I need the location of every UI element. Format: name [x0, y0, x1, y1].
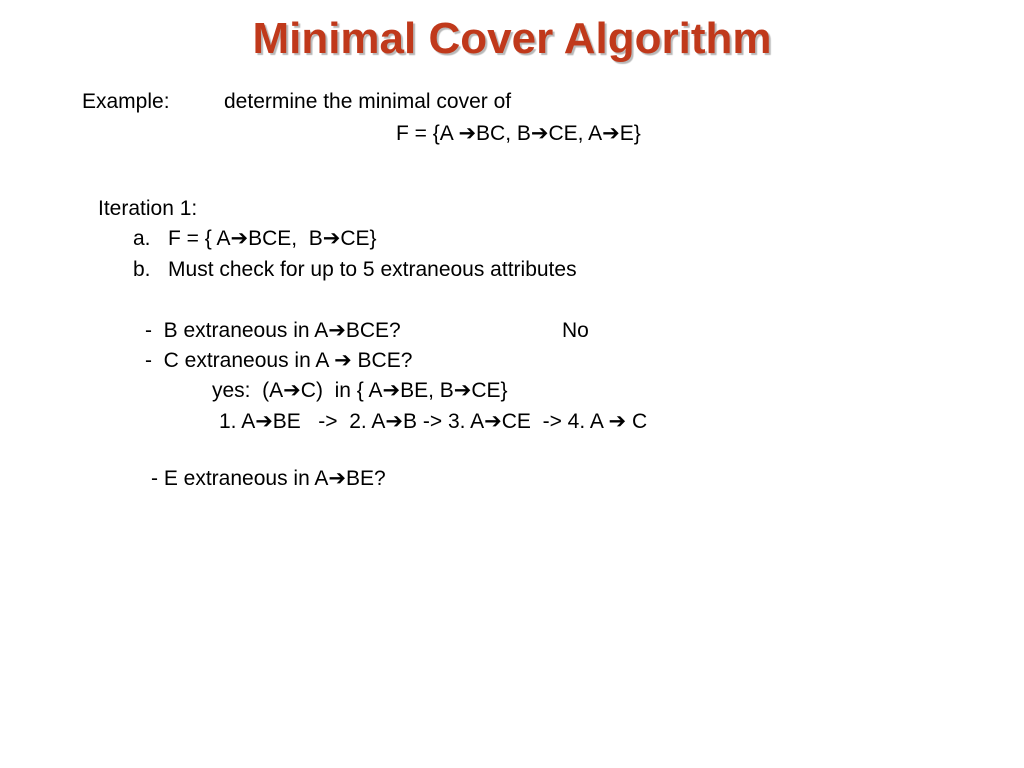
check-c-chain: 1. A➔BE -> 2. A➔B -> 3. A➔CE -> 4. A ➔ C — [219, 410, 648, 433]
check-b-answer: No — [562, 319, 589, 342]
example-label: Example: — [82, 90, 170, 113]
example-formula: F = {A ➔BC, B➔CE, A➔E} — [396, 122, 641, 145]
check-c-question: - C extraneous in A ➔ BCE? — [145, 349, 413, 372]
check-e-question: - E extraneous in A➔BE? — [151, 467, 386, 490]
iteration-step-b: b. Must check for up to 5 extraneous attributes — [133, 258, 577, 281]
slide-title: Minimal Cover Algorithm — [252, 14, 772, 63]
iteration-heading: Iteration 1: — [98, 197, 198, 220]
example-text: determine the minimal cover of — [224, 90, 512, 113]
check-b-question: - B extraneous in A➔BCE? — [145, 319, 401, 342]
iteration-step-a: a. F = { A➔BCE, B➔CE} — [133, 227, 377, 250]
check-c-yes: yes: (A➔C) in { A➔BE, B➔CE} — [212, 379, 508, 402]
